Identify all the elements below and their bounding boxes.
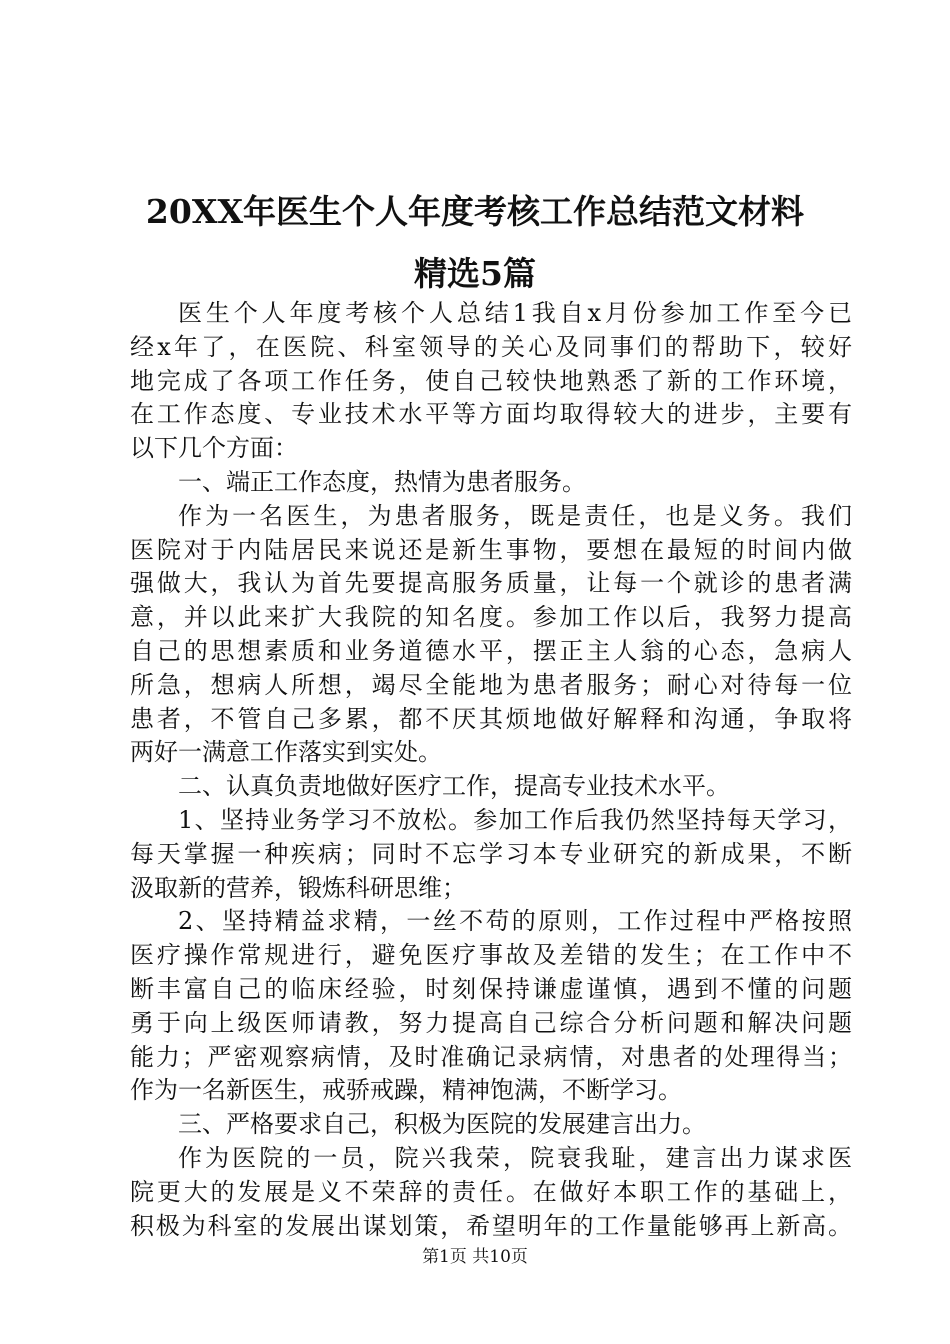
body-line: 院更大的发展是义不荣辞的责任。在做好本职工作的基础上， [130,1177,852,1206]
body-line: 地完成了各项工作任务，使自己较快地熟悉了新的工作环境， [130,366,852,395]
body-line: 作为一名医生，为患者服务，既是责任，也是义务。我们 [178,501,852,530]
body-line: 医生个人年度考核个人总结1我自x月份参加工作至今已 [178,299,852,327]
body-line: 勇于向上级医师请教，努力提高自己综合分析问题和解决问题 [130,1008,852,1037]
body-line: 1、坚持业务学习不放松。参加工作后我仍然坚持每天学习， [178,805,852,834]
body-line: 经x年了，在医院、科室领导的关心及同事们的帮助下，较好 [130,332,852,361]
body-line: 三、严格要求自己，积极为医院的发展建言出力。 [178,1110,706,1139]
body-line: 患者，不管自己多累，都不厌其烦地做好解释和沟通，争取将 [130,704,852,733]
document-title-line-1: 20XX年医生个人年度考核工作总结范文材料 [145,192,805,231]
body-line: 两好一满意工作落实到实处。 [130,738,442,767]
body-line: 每天掌握一种疾病；同时不忘学习本专业研究的新成果，不断 [130,839,852,868]
body-line: 以下几个方面： [130,434,298,463]
body-line: 作为医院的一员，院兴我荣，院衰我耻，建言出力谋求医 [178,1143,852,1172]
body-line: 汲取新的营养，锻炼科研思维； [130,873,466,902]
body-line: 医院对于内陆居民来说还是新生事物，要想在最短的时间内做 [130,535,852,564]
page-number-footer: 第1页 共10页 [422,1247,528,1267]
body-line: 医疗操作常规进行，避免医疗事故及差错的发生；在工作中不 [130,941,852,970]
body-line: 所急，想病人所想，竭尽全能地为患者服务；耐心对待每一位 [130,670,852,699]
document-title-line-2: 精选5篇 [414,254,536,293]
document-body [130,297,852,1243]
body-line: 二、认真负责地做好医疗工作，提高专业技术水平。 [178,772,730,801]
body-line: 强做大，我认为首先要提高服务质量，让每一个就诊的患者满 [130,569,852,598]
body-line: 作为一名新医生，戒骄戒躁，精神饱满，不断学习。 [130,1076,682,1105]
body-line: 2、坚持精益求精，一丝不苟的原则，工作过程中严格按照 [178,907,852,936]
body-line: 一、端正工作态度，热情为患者服务。 [178,467,586,496]
body-line: 意，并以此来扩大我院的知名度。参加工作以后，我努力提高 [130,603,852,632]
body-line: 断丰富自己的临床经验，时刻保持谦虚谨慎，遇到不懂的问题 [130,974,852,1003]
body-line: 能力；严密观察病情，及时准确记录病情，对患者的处理得当； [130,1042,852,1071]
body-line: 积极为科室的发展出谋划策，希望明年的工作量能够再上新高。 [130,1211,852,1240]
body-line: 自己的思想素质和业务道德水平，摆正主人翁的心态，急病人 [130,636,852,665]
body-line: 在工作态度、专业技术水平等方面均取得较大的进步，主要有 [130,400,852,429]
